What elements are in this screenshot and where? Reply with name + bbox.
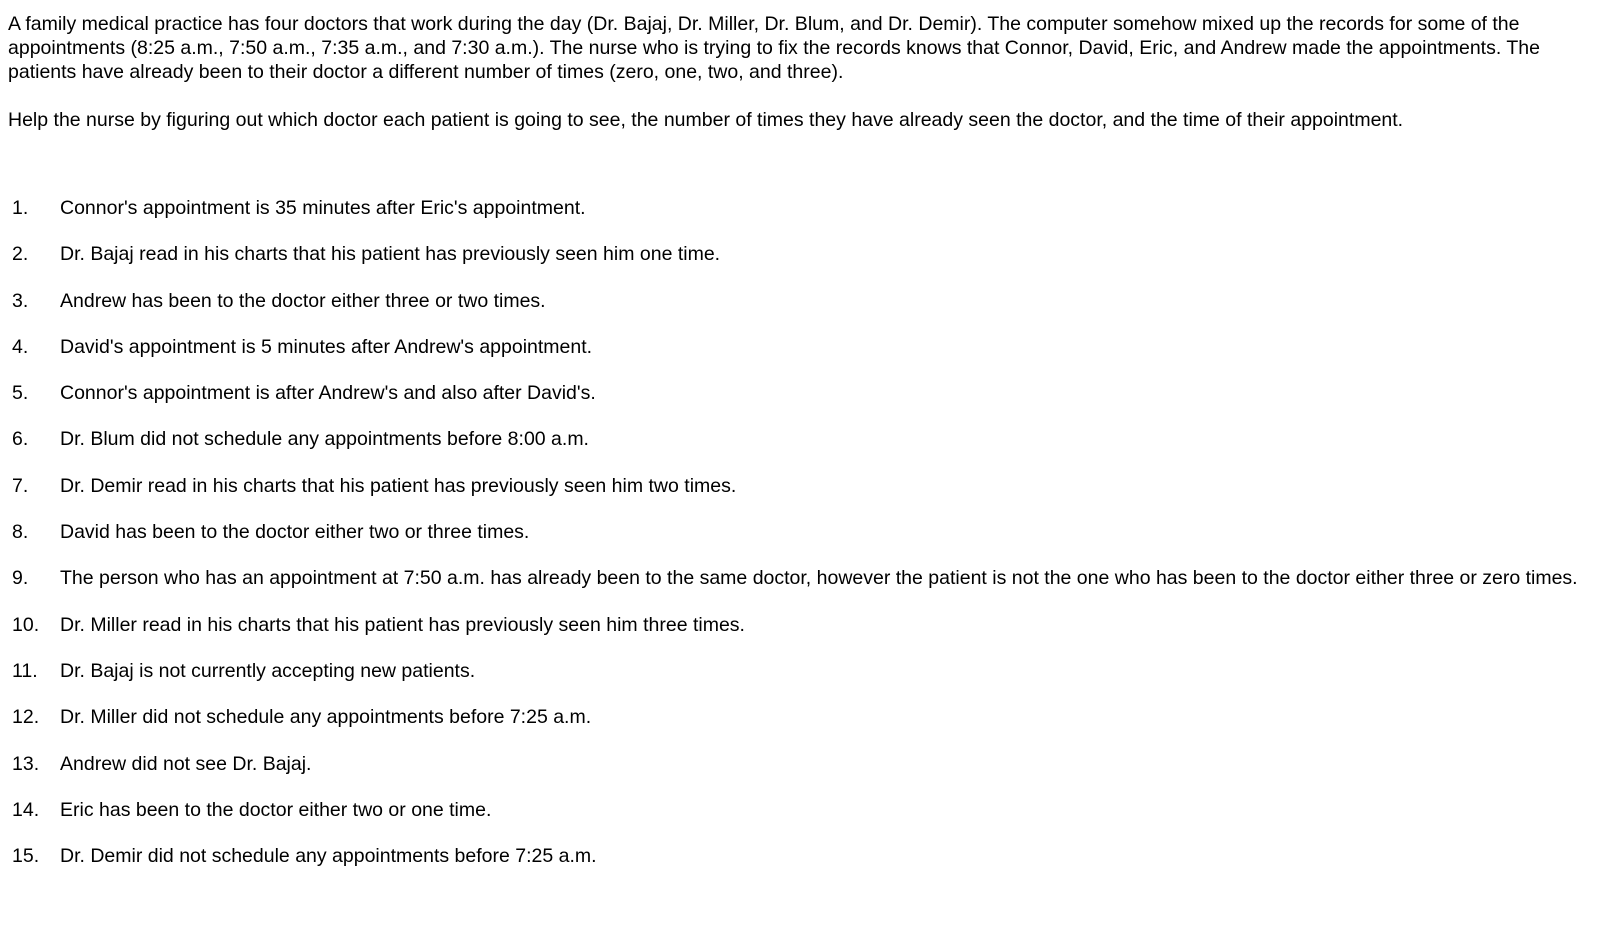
clue-number: 5.	[12, 382, 29, 405]
puzzle-document	[8, 12, 1588, 868]
clue-item	[8, 196, 1588, 220]
clue-item	[8, 752, 1588, 776]
clue-text: Andrew did not see Dr. Bajaj.	[60, 752, 312, 775]
clue-item	[8, 289, 1588, 313]
clue-text: Eric has been to the doctor either two or one time.	[60, 798, 492, 821]
clue-number: 1.	[12, 197, 29, 219]
clue-list	[8, 196, 1588, 890]
clue-text: Dr. Demir read in his charts that his patient has previously seen him two times.	[60, 474, 737, 497]
clue-text: The person who has an appointment at 7:50 a.m. has already been to the same doctor, however the patient is not the one who has been to the doctor either three or zero times.	[60, 567, 1578, 590]
clue-item	[8, 798, 1588, 822]
clue-number: 12.	[12, 706, 40, 729]
clue-number: 13.	[12, 752, 40, 775]
clue-number: 15.	[12, 845, 40, 868]
clue-text: Connor's appointment is after Andrew's and also after David's.	[60, 382, 596, 405]
clue-text: Andrew has been to the doctor either three or two times.	[60, 289, 546, 312]
clue-number: 6.	[12, 428, 29, 451]
clue-number: 4.	[12, 335, 29, 358]
clue-number: 10.	[12, 613, 40, 636]
clue-number: 14.	[12, 798, 40, 821]
intro-paragraph: A family medical practice has four doctors that work during the day (Dr. Bajaj, Dr. Miller, Dr. Blum, and Dr. Demir). The computer somehow mixed up the records for some of the appointments (8:25 a.m., 7:50 a.m., 7:35 a.m., and 7:30 a.m.). The nurse who is trying to fix the records knows that Connor, David, Eric, and Andrew made the appointments. The patients have already been to their doctor a different number of times (zero, one, two, and three).	[8, 13, 1540, 83]
clue-number: 9.	[12, 567, 29, 590]
clue-number: 8.	[12, 521, 29, 544]
clue-item	[8, 427, 1588, 451]
clue-text: Connor's appointment is 35 minutes after Eric's appointment.	[60, 197, 586, 219]
clue-text: Dr. Blum did not schedule any appointments before 8:00 a.m.	[60, 428, 589, 451]
task-paragraph: Help the nurse by figuring out which doctor each patient is going to see, the number of times they have already seen the doctor, and the time of their appointment.	[8, 109, 1404, 131]
clue-text: David's appointment is 5 minutes after Andrew's appointment.	[60, 335, 593, 358]
clue-item	[8, 566, 1588, 590]
clue-item	[8, 242, 1588, 266]
clue-item	[8, 520, 1588, 544]
clue-text: David has been to the doctor either two or three times.	[60, 521, 530, 544]
clue-number: 2.	[12, 243, 29, 266]
clue-item	[8, 381, 1588, 405]
clue-text: Dr. Miller did not schedule any appointments before 7:25 a.m.	[60, 706, 592, 729]
clue-text: Dr. Miller read in his charts that his patient has previously seen him three times.	[60, 613, 745, 636]
clue-number: 7.	[12, 474, 29, 497]
clue-item	[8, 613, 1588, 637]
clue-text: Dr. Demir did not schedule any appointments before 7:25 a.m.	[60, 845, 597, 868]
clue-item	[8, 844, 1588, 868]
clue-item	[8, 335, 1588, 359]
clue-item	[8, 659, 1588, 683]
clue-item	[8, 705, 1588, 729]
clue-text: Dr. Bajaj is not currently accepting new patients.	[60, 659, 476, 682]
clue-number: 3.	[12, 289, 29, 312]
clue-number: 11.	[12, 659, 38, 682]
clue-item	[8, 474, 1588, 498]
clue-text: Dr. Bajaj read in his charts that his patient has previously seen him one time.	[60, 243, 721, 266]
